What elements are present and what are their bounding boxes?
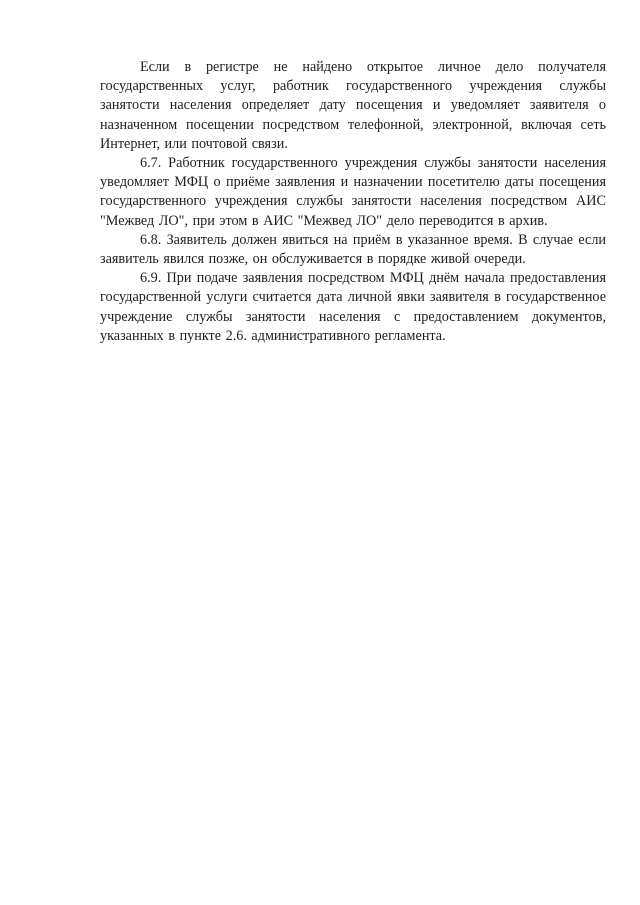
document-body <box>100 58 606 346</box>
paragraph-registry-check: Если в регистре не найдено открытое личное дело получателя государственных услуг, работник государственного учреждения службы занятости населения определяет дату посещения и уведомляет заявителя о назначенном посещении посредством телефонной, электронной, включая сеть Интернет, или почтовой связи. <box>100 59 606 152</box>
paragraph-6-7: 6.7. Работник государственного учреждения службы занятости населения уведомляет МФЦ о приёме заявления и назначении посетителю даты посещения государственного учреждения службы занятости населения посредством АИС "Межвед ЛО", при этом в АИС "Межвед ЛО" дело переводится в архив. <box>100 155 606 229</box>
paragraph-6-8: 6.8. Заявитель должен явиться на приём в указанное время. В случае если заявитель явился позже, он обслуживается в порядке живой очереди. <box>100 231 606 268</box>
paragraph-6-9: 6.9. При подаче заявления посредством МФЦ днём начала предоставления государственной услуги считается дата личной явки заявителя в государственное учреждение службы занятости населения с предоставлением документов, указанных в пункте 2.6. административного регламента. <box>100 270 606 344</box>
